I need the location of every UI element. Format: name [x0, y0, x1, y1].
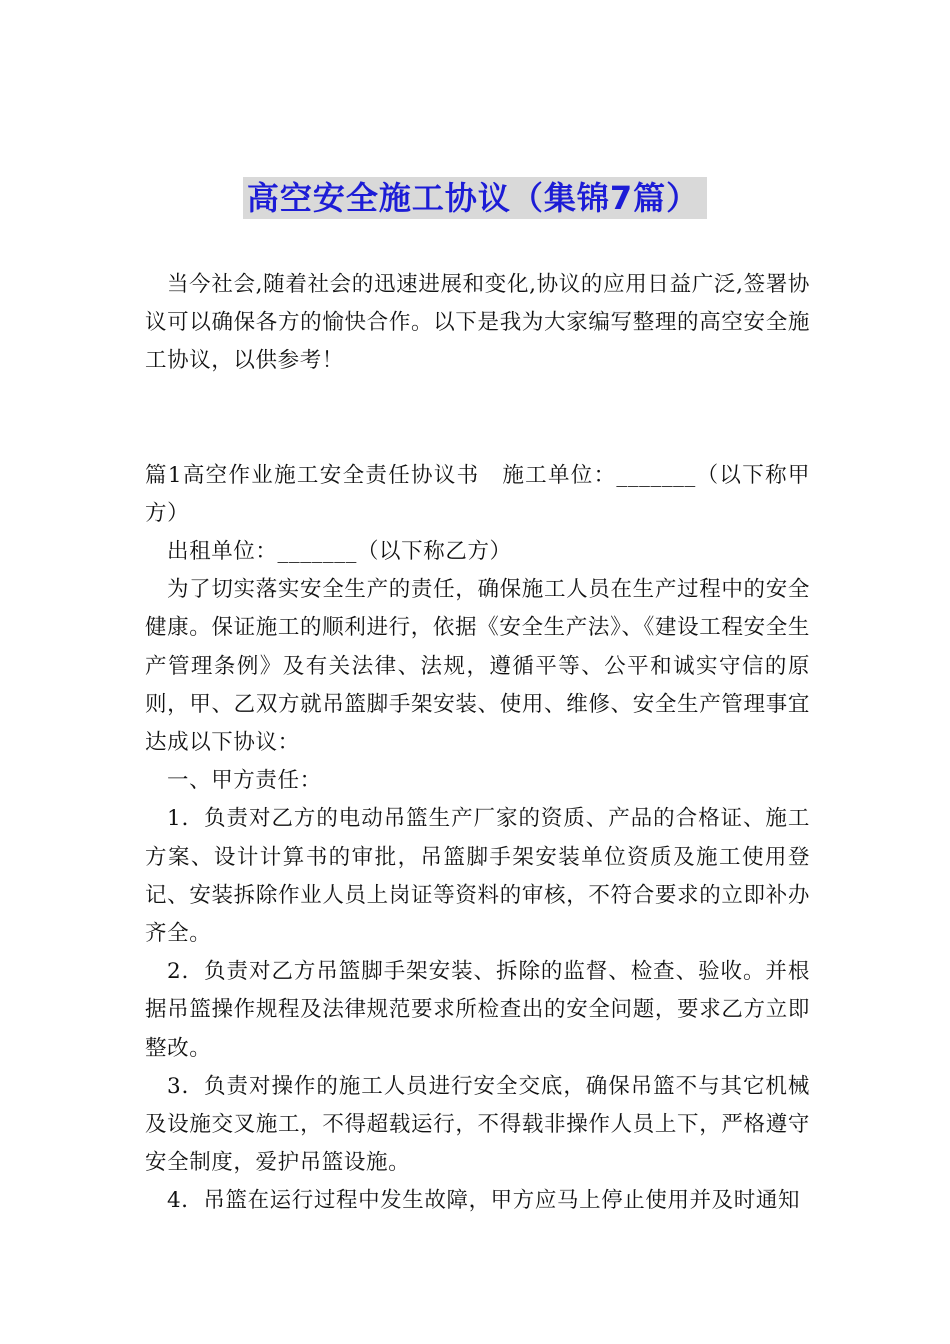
- list-item: 3．负责对操作的施工人员进行安全交底，确保吊篮不与其它机械及设施交叉施工，不得超载运行，不得载非操作人员上下，严格遵守安全制度，爱护吊篮设施。: [145, 1073, 810, 1176]
- intro-paragraph: 当今社会,随着社会的迅速进展和变化,协议的应用日益广泛,签署协议可以确保各方的愉快合作。以下是我为大家编写整理的高空安全施工协议，以供参考！: [145, 272, 810, 374]
- list-item: 1．负责对乙方的电动吊篮生产厂家的资质、产品的合格证、施工方案、设计计算书的审批，吊篮脚手架安装单位资质及施工使用登记、安装拆除作业人员上岗证等资料的审核，不符合要求的立即补办齐全。: [145, 806, 810, 947]
- document-body: [145, 266, 810, 1221]
- list-item: 4．吊篮在运行过程中发生故障，甲方应马上停止使用并及时通知: [167, 1188, 801, 1214]
- party-a-heading: 一、甲方责任：: [167, 768, 322, 794]
- title-container: [0, 177, 950, 219]
- section-heading: 篇1高空作业施工安全责任协议书 施工单位：_______（以下称甲方）: [145, 462, 810, 526]
- paragraph-gap: [145, 381, 810, 457]
- purpose-paragraph: 为了切实落实安全生产的责任，确保施工人员在生产过程中的安全健康。保证施工的顺利进行，依据《安全生产法》、《建设工程安全生产管理条例》及有关法律、法规，遵循平等、公平和诚实守信的原则，甲、乙双方就吊篮脚手架安装、使用、维修、安全生产管理事宜达成以下协议：: [145, 577, 810, 756]
- document-title: 高空安全施工协议（集锦7篇）: [243, 177, 707, 219]
- lessor-line: 出租单位：_______（以下称乙方）: [167, 539, 512, 565]
- list-item: 2．负责对乙方吊篮脚手架安装、拆除的监督、检查、验收。并根据吊篮操作规程及法律规范要求所检查出的安全问题，要求乙方立即整改。: [145, 959, 810, 1061]
